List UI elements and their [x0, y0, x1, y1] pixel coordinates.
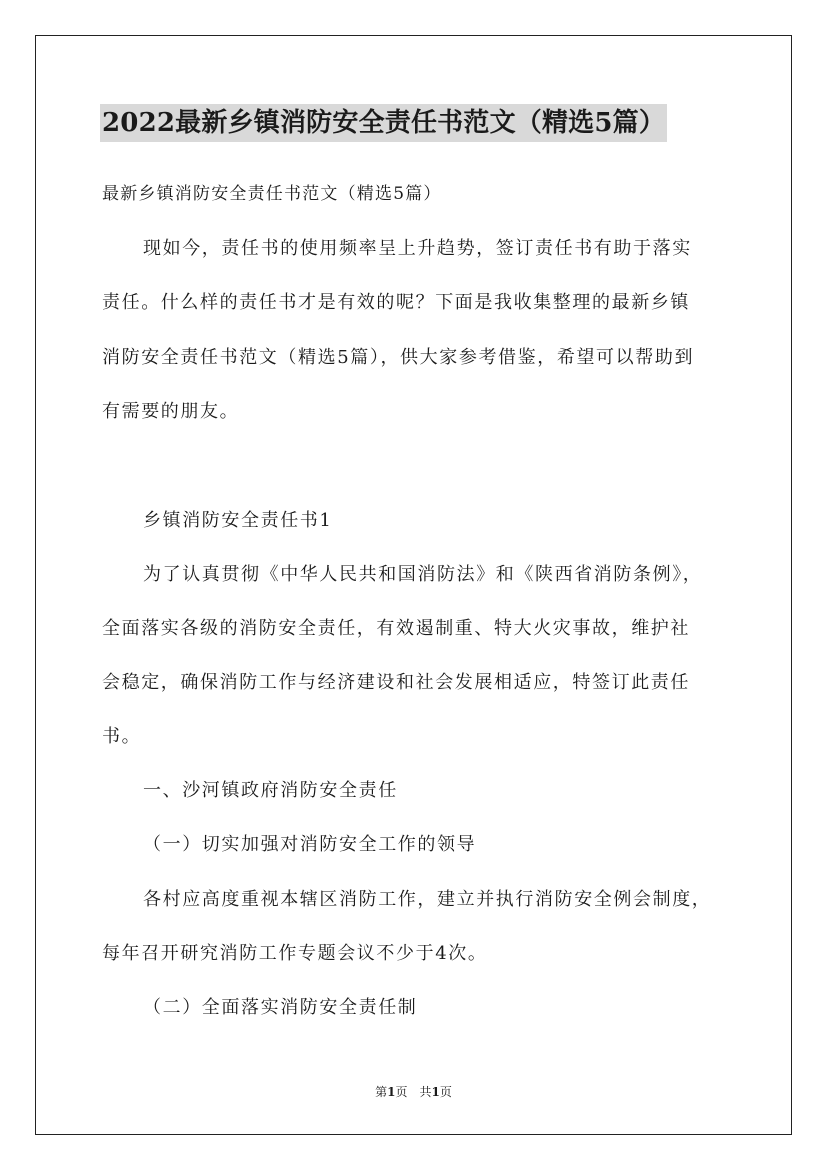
- paragraph-line: 书。: [102, 726, 142, 747]
- page-current: 1: [387, 1085, 396, 1099]
- paragraph-line: 全面落实各级的消防安全责任，有效遏制重、特大火灾事故，维护社: [102, 618, 690, 639]
- footer-mid: 页 共: [395, 1085, 432, 1099]
- paragraph-line: 每年召开研究消防工作专题会议不少于4次。: [102, 943, 488, 964]
- paragraph-line: 为了认真贯彻《中华人民共和国消防法》和《陕西省消防条例》，: [143, 564, 703, 585]
- intro-line: 责任。什么样的责任书才是有效的呢？下面是我收集整理的最新乡镇: [102, 292, 690, 313]
- intro-line: 消防安全责任书范文（精选5篇），供大家参考借鉴，希望可以帮助到: [102, 347, 695, 368]
- page-total: 1: [431, 1085, 440, 1099]
- section-heading: 乡镇消防安全责任书1: [143, 510, 333, 531]
- intro-line: 有需要的朋友。: [102, 401, 240, 422]
- document-title: 2022最新乡镇消防安全责任书范文（精选5篇）: [100, 104, 667, 142]
- footer-prefix: 第: [375, 1085, 388, 1099]
- paragraph-line: 各村应高度重视本辖区消防工作，建立并执行消防安全例会制度，: [143, 889, 712, 910]
- subheading: （一）切实加强对消防安全工作的领导: [143, 834, 477, 855]
- subheading: （二）全面落实消防安全责任制: [143, 997, 418, 1018]
- heading-level-1: 一、沙河镇政府消防安全责任: [143, 780, 398, 801]
- page-footer: [0, 1083, 827, 1100]
- intro-line: 现如今，责任书的使用频率呈上升趋势，签订责任书有助于落实: [143, 238, 692, 259]
- paragraph-line: 会稳定，确保消防工作与经济建设和社会发展相适应，特签订此责任: [102, 672, 690, 693]
- footer-suffix: 页: [439, 1085, 452, 1099]
- document-subtitle: 最新乡镇消防安全责任书范文（精选5篇）: [102, 184, 442, 204]
